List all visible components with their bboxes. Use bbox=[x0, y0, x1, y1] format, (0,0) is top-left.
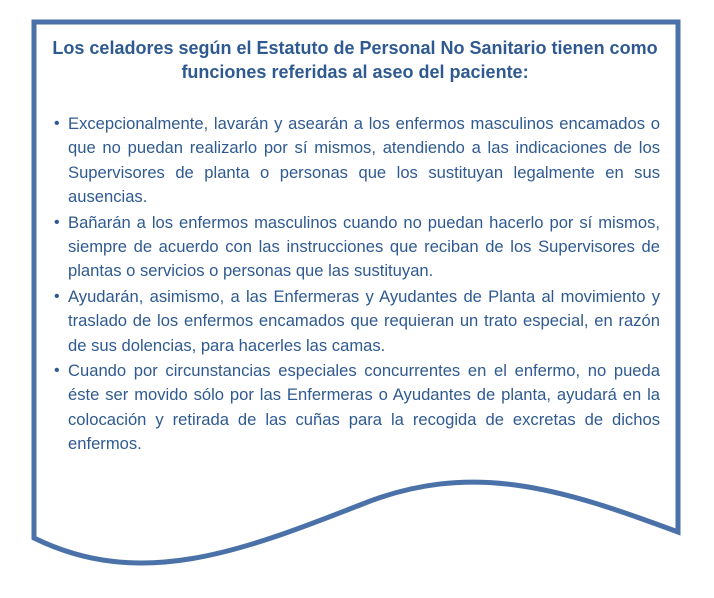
document-content bbox=[50, 36, 660, 458]
list-item-text: Bañarán a los enfermos masculinos cuando no puedan hacerlo por sí mismos, siempre de acuerdo con las instrucciones que reciban de los Supervisores de plantas o servicios o personas que las sustituyan. bbox=[68, 212, 660, 281]
function-list bbox=[50, 112, 660, 457]
list-item bbox=[50, 112, 660, 210]
bullet-icon: • bbox=[54, 362, 60, 380]
list-item bbox=[50, 359, 660, 457]
bullet-icon: • bbox=[54, 115, 60, 132]
bullet-icon: • bbox=[54, 213, 60, 231]
panel-title: Los celadores según el Estatuto de Personal No Sanitario tienen como funciones referidas al aseo del paciente: bbox=[52, 38, 658, 82]
list-item bbox=[50, 285, 660, 358]
list-item-text: Cuando por circunstancias especiales concurrentes en el enfermo, no pueda éste ser movido sólo por las Enfermeras o Ayudantes de planta, ayudará en la colocación y retirada de las cuñas para la recogida de excretas de dichos enfermos. bbox=[68, 361, 660, 454]
list-item-text: Excepcionalmente, lavarán y asearán a los enfermos masculinos encamados o que no puedan realizarlo por sí mismos, atendiendo a las indicaciones de los Supervisores de planta o personas que los sustituyan legalmente en sus ausencias. bbox=[68, 114, 660, 207]
list-item-text: Ayudarán, asimismo, a las Enfermeras y Ayudantes de Planta al movimiento y traslado de los enfermos encamados que requieran un trato especial, en razón de sus dolencias, para hacerles las camas. bbox=[68, 286, 660, 355]
list-item bbox=[50, 211, 660, 284]
bullet-icon: • bbox=[54, 287, 60, 305]
